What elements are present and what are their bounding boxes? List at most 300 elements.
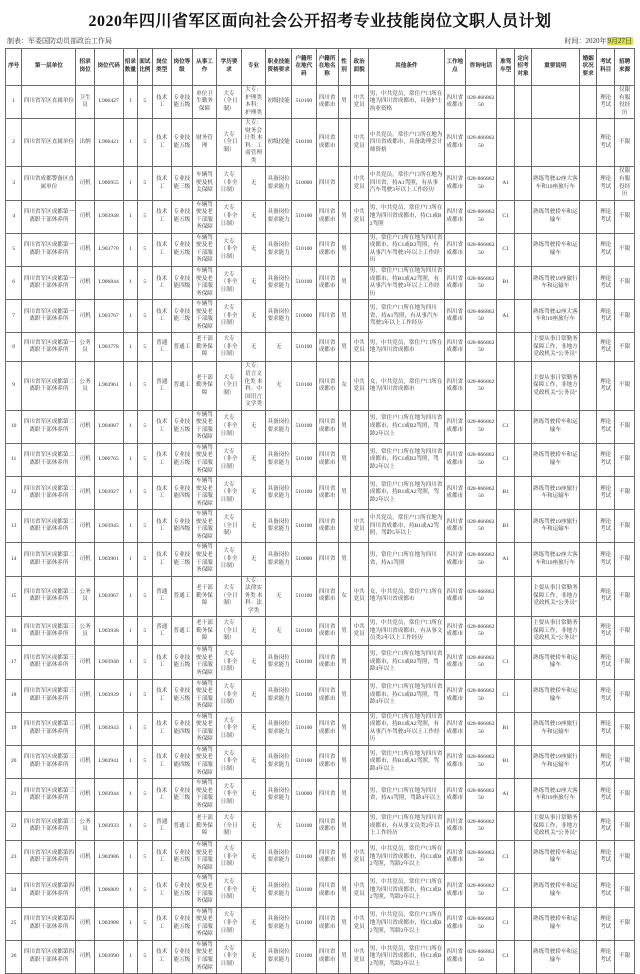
- cell: 3: [6, 167, 22, 200]
- cell: 司机: [76, 712, 94, 745]
- cell: 理论考试: [597, 841, 615, 874]
- table-row: [6, 940, 635, 973]
- cell: L904087: [94, 410, 123, 443]
- cell: 5: [138, 617, 152, 646]
- cell: 中共党员: [350, 200, 368, 233]
- meta-date: [565, 36, 634, 46]
- cell: 1: [123, 907, 137, 940]
- cell: 司机: [76, 300, 94, 333]
- cell: 028-86686250: [465, 617, 496, 646]
- cell: L903939: [94, 679, 123, 712]
- cell: 510100: [292, 874, 317, 907]
- cell: 1: [123, 779, 137, 812]
- cell: L903767: [94, 300, 123, 333]
- cell: [350, 745, 368, 778]
- cell: 中共党员: [350, 907, 368, 940]
- cell: [350, 646, 368, 679]
- cell: 不限: [615, 443, 635, 476]
- cell: 司机: [76, 907, 94, 940]
- cell: 中共党员: [350, 167, 368, 200]
- cell: 车辆驾驶及老干部服务保障: [192, 679, 217, 712]
- cell: 5: [138, 779, 152, 812]
- cell: 理论考试: [597, 119, 615, 167]
- cell: 不限: [615, 940, 635, 973]
- cell: C1: [497, 907, 515, 940]
- cell: 具备岗位要求能力: [266, 300, 292, 333]
- cell: 司机: [76, 267, 94, 300]
- cell: 四川省成都市: [444, 745, 465, 778]
- header-cell: 政治面貌: [350, 49, 368, 86]
- cell: 公务员: [76, 576, 94, 617]
- cell: 专业技能五级: [172, 679, 193, 712]
- cell: 5: [138, 510, 152, 543]
- cell: 无: [241, 300, 266, 333]
- cell: [497, 617, 515, 646]
- cell: 男: [338, 874, 350, 907]
- cell: [515, 576, 531, 617]
- cell: 5: [138, 86, 152, 119]
- cell: L906427: [94, 86, 123, 119]
- cell: 专业技能四级: [172, 510, 193, 543]
- cell: [338, 119, 350, 167]
- cell: 四川省成都市: [444, 841, 465, 874]
- cell: [580, 267, 597, 300]
- cell: 车辆驾驶及老干部服务保障: [192, 200, 217, 233]
- cell: [338, 167, 350, 200]
- cell: 1: [123, 543, 137, 576]
- cell: [580, 362, 597, 410]
- cell: 司机: [76, 167, 94, 200]
- header-cell: 性别: [338, 49, 350, 86]
- cell: [350, 679, 368, 712]
- cell: [580, 617, 597, 646]
- cell: 专业技能三级: [172, 300, 193, 333]
- cell: L903933: [94, 812, 123, 841]
- cell: 车辆驾驶及老干部服务保障: [192, 510, 217, 543]
- cell: 男，中共党员，常住户口所在地为四川省成都市，持C1或B2驾照，驾龄2年以上: [368, 907, 444, 940]
- cell: 老干部勤务保障: [192, 812, 217, 841]
- cell: 男: [338, 779, 350, 812]
- cell: 老干部勤务保障: [192, 362, 217, 410]
- cell: 具备岗位要求能力: [266, 779, 292, 812]
- cell: 理论考试: [597, 167, 615, 200]
- cell: 中共党员: [350, 119, 368, 167]
- cell: 理论考试: [597, 617, 615, 646]
- cell: [580, 410, 597, 443]
- cell: [580, 167, 597, 200]
- cell: 车辆驾驶及老干部服务保障: [192, 646, 217, 679]
- cell: 熟练驾驶42座大客车和19座旅行车: [531, 167, 579, 200]
- cell: [515, 646, 531, 679]
- cell: 5: [138, 812, 152, 841]
- cell: 司机: [76, 874, 94, 907]
- cell: 四川省军区成都第一离职干部休养所: [22, 233, 76, 266]
- cell: 大专（非全日制）: [217, 679, 242, 712]
- cell: 无: [241, 200, 266, 233]
- cell: 无: [241, 510, 266, 543]
- cell: 司机: [76, 200, 94, 233]
- cell: 专业技能四级: [172, 267, 193, 300]
- cell: 男: [338, 333, 350, 362]
- cell: 028-86686250: [465, 333, 496, 362]
- cell: 四川省成都市: [444, 874, 465, 907]
- cell: 028-86686250: [465, 200, 496, 233]
- cell: 熟练驾驶42座大客车和19座旅行车: [531, 300, 579, 333]
- cell: 四川省: [316, 543, 338, 576]
- cell: 028-86686250: [465, 477, 496, 510]
- cell: [580, 200, 597, 233]
- header-cell: 岗位类型: [152, 49, 171, 86]
- cell: 男，中共党员，常住户口所在地为四川省成都市: [368, 333, 444, 362]
- cell: 5: [138, 543, 152, 576]
- cell: 1: [123, 812, 137, 841]
- cell: 四川省成都市: [444, 617, 465, 646]
- cell: 技术工: [152, 119, 171, 167]
- cell: [515, 779, 531, 812]
- cell: [515, 543, 531, 576]
- cell: 5: [138, 841, 152, 874]
- cell: 028-86686250: [465, 119, 496, 167]
- cell: C1: [497, 200, 515, 233]
- cell: 无: [241, 617, 266, 646]
- cell: C1: [497, 410, 515, 443]
- cell: 男，常住户口所在地为四川省成都市，持B1或A2驾照，有从事汽车驾驶4年以上工作经历: [368, 712, 444, 745]
- cell: 技术工: [152, 646, 171, 679]
- header-cell: 招聘来源: [615, 49, 635, 86]
- header-cell: 从事工作: [192, 49, 217, 86]
- cell: 理论考试: [597, 477, 615, 510]
- cell: L903961: [94, 362, 123, 410]
- cell: 中共党员: [350, 333, 368, 362]
- cell: 无: [266, 333, 292, 362]
- cell: [580, 874, 597, 907]
- cell: 专业技能四级: [172, 477, 193, 510]
- table-row: [6, 362, 635, 410]
- cell: 老干部勤务保障: [192, 333, 217, 362]
- cell: B1: [497, 477, 515, 510]
- cell: 熟练驾驶19座旅行车和运输车: [531, 477, 579, 510]
- cell: 老干部勤务保障: [192, 617, 217, 646]
- cell: 四川省成都市: [444, 907, 465, 940]
- cell: 028-86686250: [465, 267, 496, 300]
- header-cell: 咨询电话: [465, 49, 496, 86]
- cell: 普通工: [152, 576, 171, 617]
- table-row: [6, 300, 635, 333]
- cell: 男: [338, 617, 350, 646]
- cell: 技术工: [152, 745, 171, 778]
- cell: L903948: [94, 200, 123, 233]
- cell: 专业技能五级: [172, 646, 193, 679]
- cell: 四川省成都市: [316, 362, 338, 410]
- table-row: [6, 510, 635, 543]
- cell: [515, 267, 531, 300]
- cell: 专业技能五级: [172, 940, 193, 973]
- cell: 男，常住户口所在地为四川省成都市，持B1或A2驾照，有从事汽车驾驶3年以上工作经历: [368, 267, 444, 300]
- cell: C1: [497, 646, 515, 679]
- cell: 510100: [292, 443, 317, 476]
- cell: 普通工: [172, 576, 193, 617]
- cell: 四川省成都市: [444, 477, 465, 510]
- cell: L903778: [94, 333, 123, 362]
- cell: 中共党员，常住户口所在地为四川省成都市，持B1或A2驾照，驾龄5年以上: [368, 510, 444, 543]
- cell: 中共党员: [350, 86, 368, 119]
- cell: 车辆驾驶及老干部服务保障: [192, 477, 217, 510]
- cell: B1: [497, 267, 515, 300]
- cell: 具备岗位要求能力: [266, 267, 292, 300]
- cell: 单位卫生勤务保障: [192, 86, 217, 119]
- cell: 无: [241, 167, 266, 200]
- cell: 专业技能四级: [172, 712, 193, 745]
- cell: [580, 477, 597, 510]
- cell: 男: [338, 679, 350, 712]
- cell: 理论考试: [597, 410, 615, 443]
- header-cell: 学历要求: [217, 49, 242, 86]
- cell: 20: [6, 745, 22, 778]
- cell: 四川省: [316, 779, 338, 812]
- cell: 男: [338, 907, 350, 940]
- cell: 四川省成都市: [316, 86, 338, 119]
- cell: [580, 543, 597, 576]
- cell: 028-86686250: [465, 940, 496, 973]
- header-cell: 准驾车型: [497, 49, 515, 86]
- cell: 028-86686250: [465, 679, 496, 712]
- cell: C1: [497, 940, 515, 973]
- cell: 四川省: [316, 300, 338, 333]
- cell: 四川省成都市: [316, 940, 338, 973]
- cell: 技术工: [152, 940, 171, 973]
- cell: 25: [6, 907, 22, 940]
- table-row: [6, 907, 635, 940]
- cell: [580, 333, 597, 362]
- cell: 理论考试: [597, 543, 615, 576]
- cell: 四川省成都市: [444, 543, 465, 576]
- cell: 12: [6, 477, 22, 510]
- cell: L903990: [94, 940, 123, 973]
- cell: 普通工: [172, 333, 193, 362]
- cell: 四川省军区成都第四离职干部休养所: [22, 874, 76, 907]
- cell: 司机: [76, 646, 94, 679]
- cell: 510100: [292, 841, 317, 874]
- cell: 028-86686250: [465, 646, 496, 679]
- cell: [350, 410, 368, 443]
- table-row: [6, 812, 635, 841]
- cell: 四川省成都市: [316, 233, 338, 266]
- cell: 四川省成都市: [316, 745, 338, 778]
- cell: 卫生员: [76, 86, 94, 119]
- cell: [580, 812, 597, 841]
- cell: 大专：法律实务类 本科：法学类: [241, 576, 266, 617]
- meta-row: [5, 36, 635, 48]
- cell: 专业技能三级: [172, 779, 193, 812]
- cell: 510100: [292, 745, 317, 778]
- cell: 不限: [615, 712, 635, 745]
- cell: 5: [138, 646, 152, 679]
- cell: 510100: [292, 907, 317, 940]
- cell: 技术工: [152, 679, 171, 712]
- cell: [515, 333, 531, 362]
- cell: 男，常住户口所在地为四川省成都市，有从事文员类2年以上工作经历: [368, 812, 444, 841]
- cell: 四川省成都市: [444, 167, 465, 200]
- cell: [580, 779, 597, 812]
- cell: 028-86686250: [465, 510, 496, 543]
- cell: 女: [338, 362, 350, 410]
- cell: 具备岗位要求能力: [266, 410, 292, 443]
- cell: 不限: [615, 119, 635, 167]
- cell: 无: [241, 907, 266, 940]
- cell: 11: [6, 443, 22, 476]
- cell: 男，常住户口所在地为四川省成都市，持B1或A2驾照，驾龄2年以上: [368, 477, 444, 510]
- cell: L903944: [94, 779, 123, 812]
- cell: 主要从事日常勤务保障工作，非地方党政机关“公务员”: [531, 362, 579, 410]
- cell: 无: [241, 410, 266, 443]
- cell: 四川省成都市: [316, 333, 338, 362]
- cell: 不限: [615, 543, 635, 576]
- cell: 理论考试: [597, 333, 615, 362]
- cell: [580, 712, 597, 745]
- cell: C1: [497, 874, 515, 907]
- cell: 男，常住户口所在地为四川省成都市，持C1或B2驾照，有从事汽车驾驶3年以上工作经历: [368, 233, 444, 266]
- cell: 510100: [292, 812, 317, 841]
- cell: 14: [6, 543, 22, 576]
- cell: 女，中共党员，常住户口所在地为四川省成都市: [368, 576, 444, 617]
- cell: 5: [138, 745, 152, 778]
- cell: 510100: [292, 362, 317, 410]
- header-cell: 职业技能资格要求: [266, 49, 292, 86]
- cell: 不限: [615, 477, 635, 510]
- cell: 四川省军区成都第三离职干部休养所: [22, 712, 76, 745]
- cell: 无: [266, 576, 292, 617]
- cell: 男: [338, 745, 350, 778]
- cell: 四川省成都市: [444, 200, 465, 233]
- cell: 具备岗位要求能力: [266, 940, 292, 973]
- cell: 普通工: [172, 812, 193, 841]
- cell: 10: [6, 410, 22, 443]
- table-row: [6, 874, 635, 907]
- header-cell: 岗位代码: [94, 49, 123, 86]
- header-cell: 招录岗位: [76, 49, 94, 86]
- cell: 510100: [292, 200, 317, 233]
- cell: [497, 576, 515, 617]
- cell: L903940: [94, 646, 123, 679]
- header-cell: 序号: [6, 49, 22, 86]
- cell: [497, 812, 515, 841]
- cell: 车辆驾驶及老干部服务保障: [192, 712, 217, 745]
- cell: 理论考试: [597, 300, 615, 333]
- cell: 男，中共党员，常住户口所在地为四川省成都市，有从事文员类2年以上工作经历: [368, 617, 444, 646]
- cell: 司机: [76, 940, 94, 973]
- cell: 专业技能五级: [172, 841, 193, 874]
- cell: [580, 119, 597, 167]
- table-row: [6, 333, 635, 362]
- cell: 无: [241, 477, 266, 510]
- cell: 5: [138, 477, 152, 510]
- cell: [515, 812, 531, 841]
- cell: 1: [123, 233, 137, 266]
- cell: 熟练驾驶轿车和运输车: [531, 679, 579, 712]
- table-row: [6, 679, 635, 712]
- cell: 5: [138, 300, 152, 333]
- cell: 大专（全日制）: [217, 812, 242, 841]
- header-cell: 面试比例: [138, 49, 152, 86]
- cell: 四川省成都市: [316, 841, 338, 874]
- cell: 四川省成都市: [316, 119, 338, 167]
- cell: A1: [497, 779, 515, 812]
- cell: 无: [241, 443, 266, 476]
- cell: 车辆驾驶及老干部服务保障: [192, 410, 217, 443]
- cell: 028-86686250: [465, 812, 496, 841]
- cell: 四川省成都市: [444, 779, 465, 812]
- cell: C1: [497, 443, 515, 476]
- cell: [515, 874, 531, 907]
- cell: 车辆驾驶及老干部服务保障: [192, 779, 217, 812]
- cell: 不限: [615, 333, 635, 362]
- cell: 司机: [76, 477, 94, 510]
- cell: 具备岗位要求能力: [266, 200, 292, 233]
- cell: 技术工: [152, 300, 171, 333]
- header-cell: 重要说明: [531, 49, 579, 86]
- cell: 理论考试: [597, 745, 615, 778]
- cell: 熟练驾驶轿车和运输车: [531, 907, 579, 940]
- cell: 8: [6, 333, 22, 362]
- cell: 大专：财务会计类 本科：工商管理类: [241, 119, 266, 167]
- cell: 1: [123, 617, 137, 646]
- cell: 四川省成都市: [316, 576, 338, 617]
- cell: 男: [338, 712, 350, 745]
- cell: 具备岗位要求能力: [266, 841, 292, 874]
- cell: 理论考试: [597, 86, 615, 119]
- header-cell: 岗位等级: [172, 49, 193, 86]
- cell: 具备岗位要求能力: [266, 510, 292, 543]
- table-row: [6, 119, 635, 167]
- cell: 不限: [615, 907, 635, 940]
- cell: 具备岗位要求能力: [266, 679, 292, 712]
- cell: 028-86686250: [465, 712, 496, 745]
- cell: 专业技能五级: [172, 200, 193, 233]
- cell: 车辆驾驶及老干部服务保障: [192, 874, 217, 907]
- cell: 女，中共党员，常住户口所在地为四川省成都市: [368, 362, 444, 410]
- cell: 车辆驾驶及机关保障: [192, 167, 217, 200]
- cell: 理论考试: [597, 812, 615, 841]
- cell: 四川省成都市: [316, 410, 338, 443]
- header-row: [6, 49, 635, 86]
- cell: 车辆驾驶及老干部服务保障: [192, 233, 217, 266]
- table-row: [6, 617, 635, 646]
- cell: 510000: [292, 167, 317, 200]
- cell: L903901: [94, 543, 123, 576]
- cell: 510000: [292, 300, 317, 333]
- table-row: [6, 267, 635, 300]
- cell: 无: [266, 362, 292, 410]
- cell: 熟练驾驶轿车和运输车: [531, 841, 579, 874]
- cell: 理论考试: [597, 712, 615, 745]
- cell: 1: [123, 333, 137, 362]
- cell: 男，常住户口所在地为四川省，持A1驾照，驾龄4年以上: [368, 779, 444, 812]
- cell: [515, 712, 531, 745]
- cell: [497, 362, 515, 410]
- cell: 大专：语言文化类 本科：中国语言文学类: [241, 362, 266, 410]
- cell: 不限: [615, 841, 635, 874]
- cell: 女: [338, 576, 350, 617]
- cell: 四川省军区成都第三离职干部休养所: [22, 646, 76, 679]
- cell: 具备岗位要求能力: [266, 646, 292, 679]
- header-cell: 招录数量: [123, 49, 137, 86]
- cell: 大专（非全日制）: [217, 167, 242, 200]
- cell: 男: [338, 477, 350, 510]
- cell: 技术工: [152, 167, 171, 200]
- cell: [515, 233, 531, 266]
- cell: 无: [241, 712, 266, 745]
- cell: 熟练驾驶轿车和运输车: [531, 646, 579, 679]
